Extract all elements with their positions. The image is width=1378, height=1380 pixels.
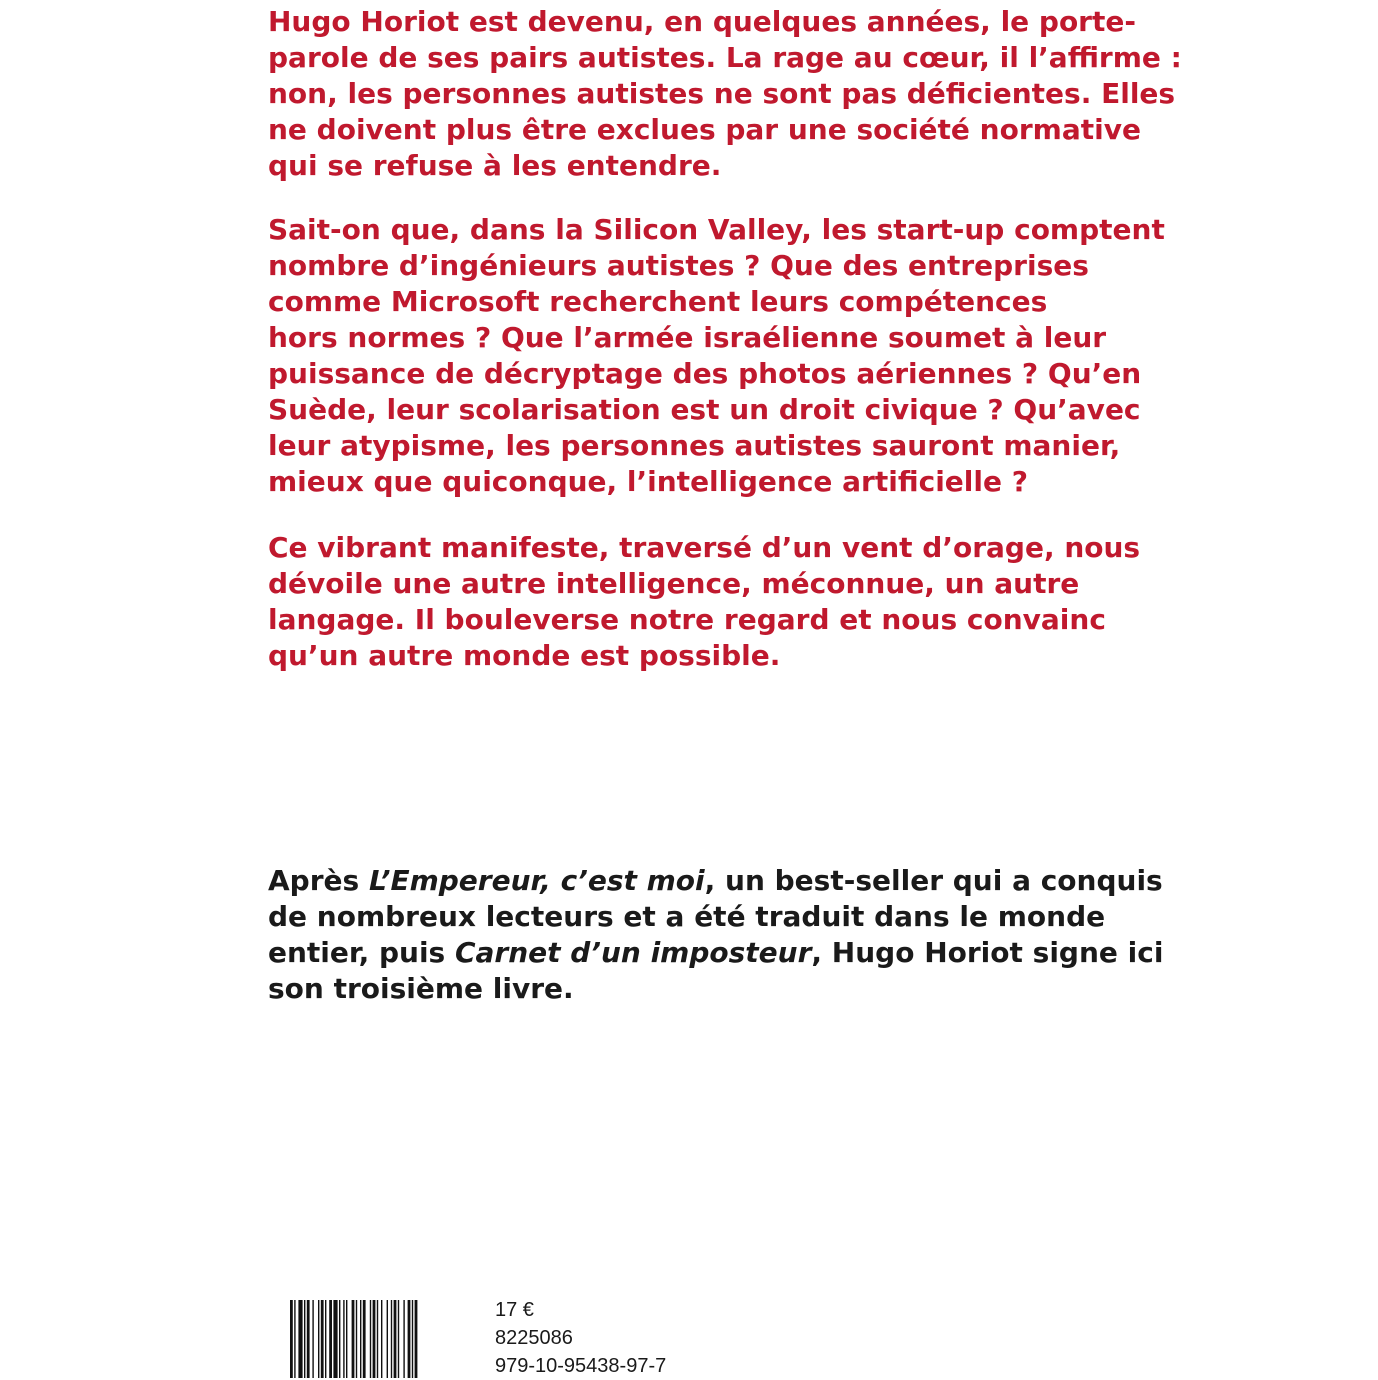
author-note-paragraph (268, 863, 1164, 1007)
text-line: leur atypisme, les personnes autistes sauront manier, (268, 429, 1121, 462)
text-line: parole de ses pairs autistes. La rage au cœur, il l’affirme : (268, 41, 1182, 74)
barcode-bar (363, 1300, 366, 1378)
summary-paragraph-3 (268, 530, 1141, 674)
barcode-bar (412, 1300, 413, 1378)
barcode-bar (387, 1300, 388, 1378)
text-line: qu’un autre monde est possible. (268, 639, 781, 672)
text-line: dévoile une autre intelligence, méconnue, un autre (268, 567, 1080, 600)
isbn-number: 979-10-95438-97-7 (495, 1355, 667, 1377)
barcode-bar (329, 1300, 332, 1378)
barcode-bar (377, 1300, 378, 1378)
text-segment: , un best-seller qui a conquis (704, 864, 1163, 897)
barcode-bar (339, 1300, 340, 1378)
barcode-bar (298, 1300, 302, 1378)
barcode-bar (370, 1300, 371, 1378)
text-line: qui se refuse à les entendre. (268, 149, 722, 182)
barcode-bar (343, 1300, 344, 1378)
barcode-bar (318, 1300, 319, 1378)
text-line: Hugo Horiot est devenu, en quelques années, le porte- (268, 5, 1136, 38)
text-segment: entier, puis (268, 936, 455, 969)
text-line: comme Microsoft recherchent leurs compétences (268, 285, 1048, 318)
product-code: 8225086 (495, 1327, 573, 1349)
barcode-bar (360, 1300, 361, 1378)
barcode-icon (290, 1300, 460, 1378)
text-line: Sait-on que, dans la Silicon Valley, les start-up comptent (268, 213, 1165, 246)
barcode-bar (356, 1300, 357, 1378)
text-line: hors normes ? Que l’armée israélienne soumet à leur (268, 321, 1107, 354)
book-title: L’Empereur, c’est moi (368, 864, 705, 897)
book-title: Carnet d’un imposteur (454, 936, 812, 969)
text-line: Suède, leur scolarisation est un droit civique ? Qu’avec (268, 393, 1141, 426)
price-label: 17 € (495, 1299, 534, 1321)
text-line (268, 935, 1164, 971)
summary-paragraph-1 (268, 4, 1182, 184)
barcode-bar (304, 1300, 305, 1378)
text-line: son troisième livre. (268, 972, 574, 1005)
text-line: Ce vibrant manifeste, traversé d’un vent d’orage, nous (268, 531, 1141, 564)
barcode-bar (333, 1300, 337, 1378)
barcode-bar (394, 1300, 397, 1378)
barcode-bar (415, 1300, 418, 1378)
barcode-bar (294, 1300, 295, 1378)
text-line: langage. Il bouleverse notre regard et nous convainc (268, 603, 1106, 636)
text-line: nombre d’ingénieurs autistes ? Que des entreprises (268, 249, 1089, 282)
text-line: ne doivent plus être exclues par une société normative (268, 113, 1141, 146)
barcode-bar (391, 1300, 392, 1378)
summary-paragraph-2 (268, 212, 1165, 500)
barcode-bar (403, 1300, 404, 1378)
barcode-bar (290, 1300, 293, 1378)
text-line (268, 863, 1163, 899)
text-line: non, les personnes autistes ne sont pas déficientes. Elles (268, 77, 1176, 110)
text-segment: Après (268, 864, 369, 897)
text-line: de nombreux lecteurs et a été traduit dans le monde (268, 900, 1106, 933)
barcode-bar (398, 1300, 399, 1378)
barcode-bar (381, 1300, 382, 1378)
barcode-bar (346, 1300, 347, 1378)
text-line: mieux que quiconque, l’intelligence artificielle ? (268, 465, 1028, 498)
barcode-bar (408, 1300, 411, 1378)
barcode-info (495, 1296, 666, 1380)
text-segment: , Hugo Horiot signe ici (811, 936, 1164, 969)
barcode-bar (373, 1300, 376, 1378)
barcode-bar (312, 1300, 313, 1378)
barcode-bar (321, 1300, 324, 1378)
text-line: puissance de décryptage des photos aériennes ? Qu’en (268, 357, 1142, 390)
barcode-bar (352, 1300, 355, 1378)
barcode-bar (307, 1300, 310, 1378)
barcode-bar (325, 1300, 326, 1378)
